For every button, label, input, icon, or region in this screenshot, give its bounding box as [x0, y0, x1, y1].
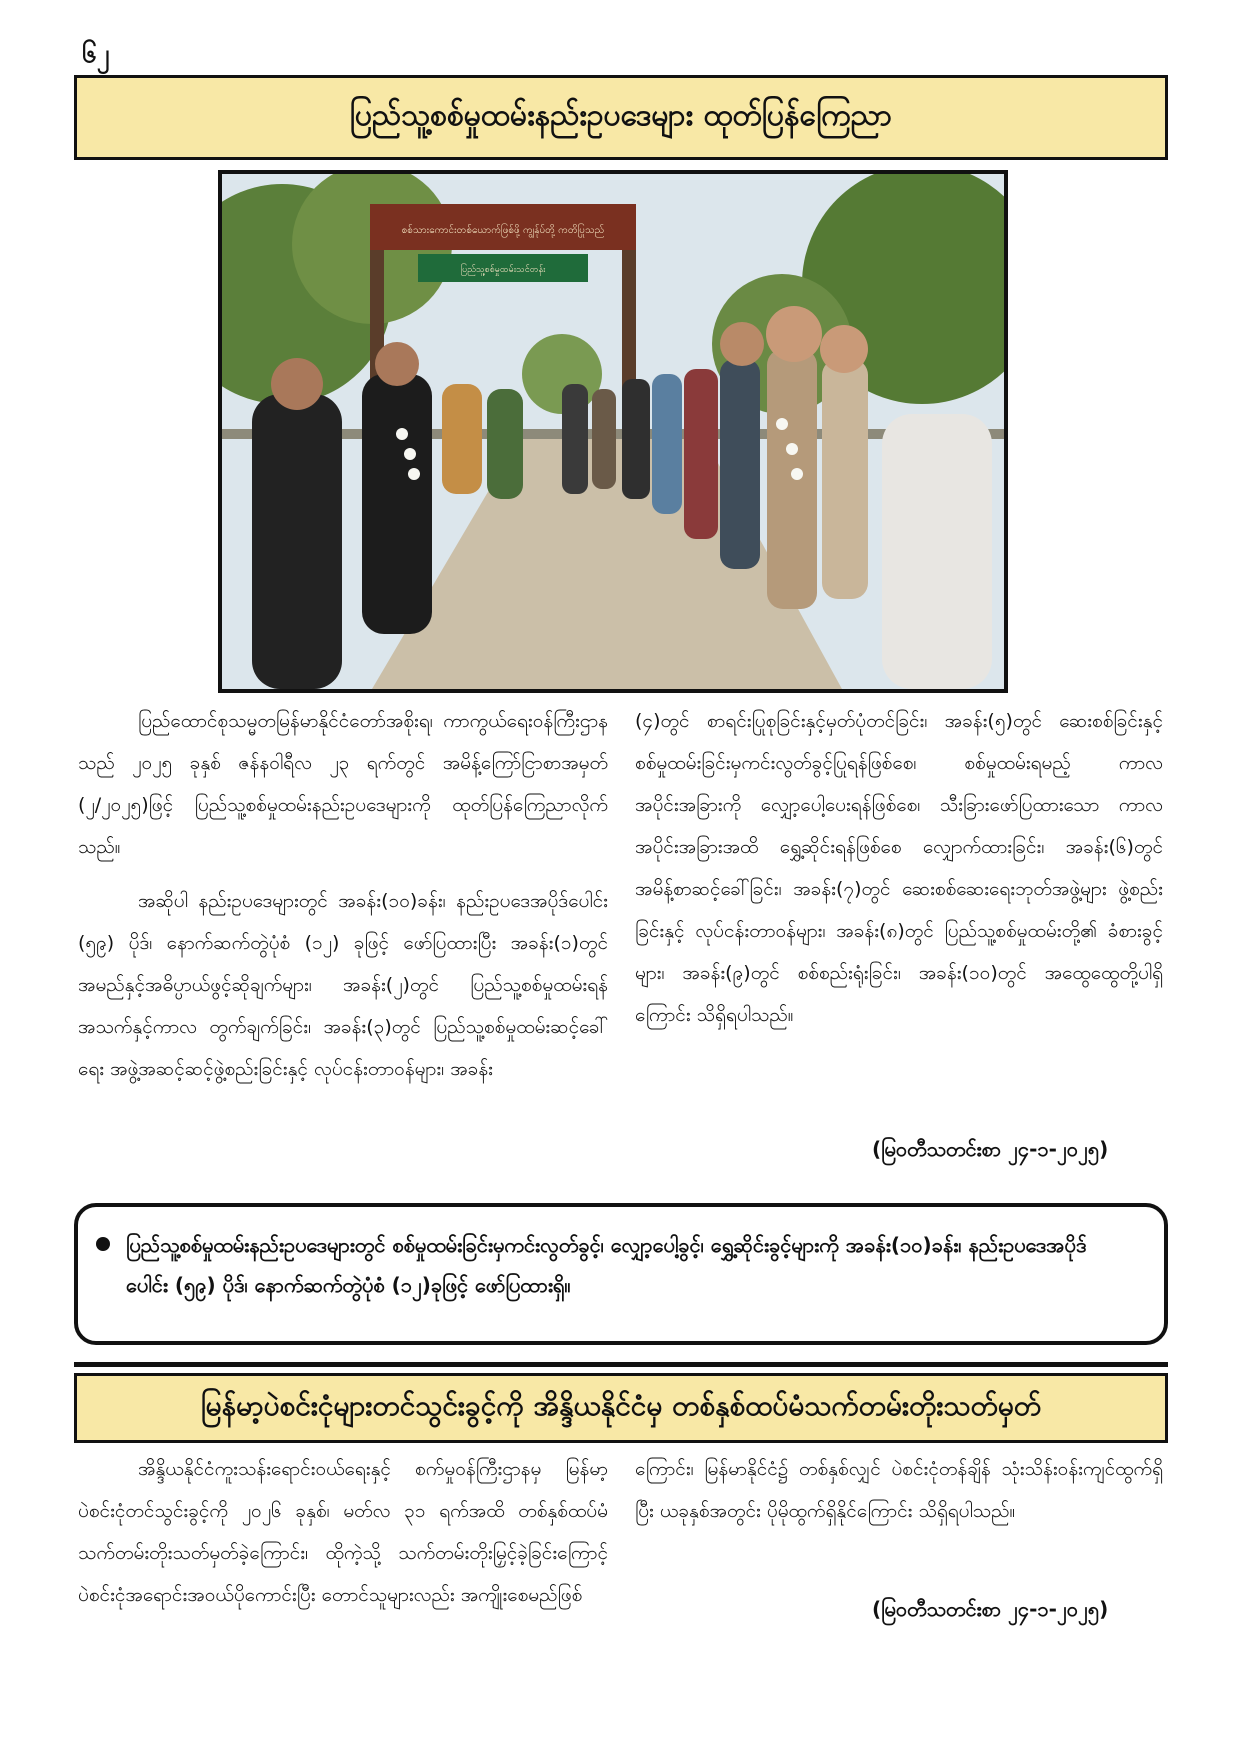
- article1-source: (မြဝတီသတင်းစာ ၂၄-၁-၂၀၂၅): [872, 1137, 1109, 1161]
- gate-banner-bottom-text: ပြည်သူ့စစ်မှုထမ်းသင်တန်း: [460, 265, 546, 275]
- article1-paragraph-3: (၄)တွင် စာရင်းပြုစုခြင်းနှင့်မှတ်ပုံတင်ခြင်း၊ အခန်း(၅)တွင် ဆေးစစ်ခြင်းနှင့် စစ်မှုထမ်းခြင်းမှကင်းလွတ်ခွင့်ပြုရန်ဖြစ်စေ၊ စစ်မှုထမ်းရမည့် ကာလအပိုင်းအခြားကို လျှော့ပေါ့ပေးရန်ဖြစ်စေ၊ သီးခြားဖော်ပြထားသော ကာလအပိုင်းအခြားအထိ ရွှေ့ဆိုင်းရန်ဖြစ်စေ လျှောက်ထားခြင်း၊ အခန်း(၆)တွင် အမိန့်စာဆင့်ခေါ်ခြင်း၊ အခန်း(၇)တွင် ဆေးစစ်ဆေးရေးဘုတ်အဖွဲ့များ ဖွဲ့စည်းခြင်းနှင့် လုပ်ငန်းတာဝန်များ၊ အခန်း(၈)တွင် ပြည်သူ့စစ်မှုထမ်းတို့၏ ခံစားခွင့်များ၊ အခန်း(၉)တွင် စစ်စည်းရုံးခြင်း၊ အခန်း(၁၀)တွင် အထွေထွေတို့ပါရှိကြောင်း သိရှိရပါသည်။: [635, 710, 1163, 1026]
- article1-left-column: [78, 700, 608, 1102]
- summary-box: [74, 1203, 1168, 1345]
- news-photo: [218, 170, 1008, 693]
- article2-left-column: [78, 1448, 608, 1628]
- article2-right-column: [635, 1448, 1163, 1544]
- section-divider: [74, 1362, 1168, 1367]
- gate-banner-top-text: စစ်သားကောင်းတစ်ယောက်ဖြစ်ဖို့ ကျွန်ုပ်တို့ ကတိပြုသည်: [401, 225, 605, 236]
- article1-paragraph-2: အဆိုပါ နည်းဥပဒေများတွင် အခန်း(၁၀)ခန်း၊ နည်းဥပဒေအပိုဒ်ပေါင်း (၅၉) ပိုဒ်၊ နောက်ဆက်တွဲပုံစံ (၁၂) ခုဖြင့် ဖော်ပြထားပြီး အခန်း(၁)တွင် အမည်နှင့်အဓိပ္ပာယ်ဖွင့်ဆိုချက်များ၊ အခန်း(၂)တွင် ပြည်သူ့စစ်မှုထမ်းရန် အသက်နှင့်ကာလ တွက်ချက်ခြင်း၊ အခန်း(၃)တွင် ပြည်သူ့စစ်မှုထမ်းဆင့်ခေါ်ရေး အဖွဲ့အဆင့်ဆင့်ဖွဲ့စည်းခြင်းနှင့် လုပ်ငန်းတာဝန်များ၊ အခန်း: [78, 890, 608, 1080]
- article2-headline: မြန်မာ့ပဲစင်းငုံများတင်သွင်းခွင့်ကို အိန္ဒိယနိုင်ငံမှ တစ်နှစ်ထပ်မံသက်တမ်းတိုးသတ်မှတ်: [74, 1373, 1168, 1443]
- summary-text: ပြည်သူ့စစ်မှုထမ်းနည်းဥပဒေများတွင် စစ်မှုထမ်းခြင်းမှကင်းလွတ်ခွင့်၊ လျှော့ပေါ့ခွင့်၊ ရွှေ့ဆိုင်းခွင့်များကို အခန်း(၁၀)ခန်း၊ နည်းဥပဒေအပိုဒ်ပေါင်း (၅၉) ပိုဒ်၊ နောက်ဆက်တွဲပုံစံ (၁၂)ခုဖြင့် ဖော်ပြထားရှိ။: [126, 1233, 1087, 1297]
- bullet-icon: [96, 1237, 110, 1251]
- article-headline: ပြည်သူ့စစ်မှုထမ်းနည်းဥပဒေများ ထုတ်ပြန်ကြေညာ: [74, 75, 1168, 160]
- article2-source: (မြဝတီသတင်းစာ ၂၄-၁-၂၀၂၅): [872, 1597, 1109, 1621]
- article1-paragraph-1: ပြည်ထောင်စုသမ္မတမြန်မာနိုင်ငံတော်အစိုးရ၊ ကာကွယ်ရေးဝန်ကြီးဌာနသည် ၂၀၂၅ ခုနှစ် ဇန်နဝါရီလ ၂၃ ရက်တွင် အမိန့်ကြော်ငြာစာအမှတ် (၂/၂၀၂၅)ဖြင့် ပြည်သူ့စစ်မှုထမ်းနည်းဥပဒေများကို ထုတ်ပြန်ကြေညာလိုက်သည်။: [78, 710, 608, 858]
- article2-paragraph-2: ကြောင်း၊ မြန်မာနိုင်ငံ၌ တစ်နှစ်လျှင် ပဲစင်းငုံတန်ချိန် သုံးသိန်းဝန်းကျင်ထွက်ရှိပြီး ယခုနှစ်အတွင်း ပိုမိုထွက်ရှိနိုင်ကြောင်း သိရှိရပါသည်။: [635, 1458, 1163, 1522]
- page-number: ၆၂: [82, 39, 110, 69]
- article2-paragraph-1: အိန္ဒိယနိုင်ငံကူးသန်းရောင်းဝယ်ရေးနှင့် စက်မှုဝန်ကြီးဌာနမှ မြန်မာ့ပဲစင်းငုံတင်သွင်းခွင့်ကို ၂၀၂၆ ခုနှစ်၊ မတ်လ ၃၁ ရက်အထိ တစ်နှစ်ထပ်မံ သက်တမ်းတိုးသတ်မှတ်ခဲ့ကြောင်း၊ ထိုကဲ့သို့ သက်တမ်းတိုးမြှင့်ခဲ့ခြင်းကြောင့် ပဲစင်းငုံအရောင်းအဝယ်ပိုကောင်းပြီး တောင်သူများလည်း အကျိုးစေမည်ဖြစ်: [78, 1458, 608, 1606]
- article1-right-column: [635, 700, 1163, 1048]
